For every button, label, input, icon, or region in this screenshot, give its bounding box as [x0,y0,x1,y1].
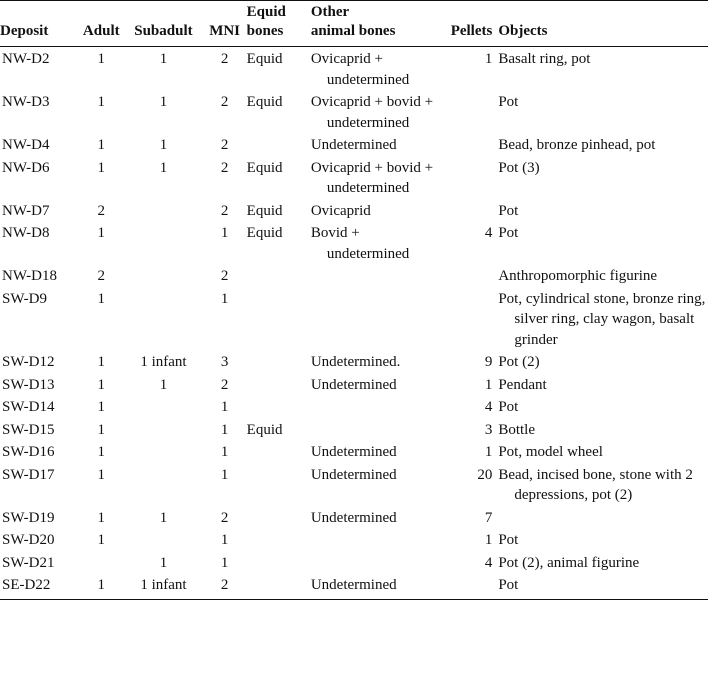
cell-pellets-text: 4 [484,225,493,241]
cell-adult-text: 1 [97,466,106,483]
cell-subadult-text: 1 [159,51,168,67]
cell-deposit-text: SW-D14 [2,399,55,415]
cell-other-animal-bones-text: Undetermined [310,376,397,393]
cell-subadult [122,418,204,441]
cell-mni [205,418,245,441]
cell-objects [498,133,708,156]
header-subadult: Subadult [122,1,204,47]
cell-other-animal-bones [311,551,438,574]
cell-adult [80,90,122,133]
cell-deposit [0,350,80,373]
cell-adult [80,287,122,351]
cell-adult [80,418,122,441]
cell-other-animal-bones [311,133,438,156]
cell-subadult-text: 1 [159,137,168,153]
cell-subadult-text: 1 [159,159,168,176]
cell-adult [80,395,122,418]
cell-other-animal-bones-text: Bovid + undetermined [310,225,410,262]
cell-objects-text: Pot [498,94,519,110]
table-row [0,440,708,463]
cell-mni [205,264,245,287]
cell-deposit-text: SW-D16 [2,444,55,460]
cell-equid-bones [245,199,311,222]
cell-objects [498,528,708,551]
cell-pellets [438,528,498,551]
cell-mni [205,373,245,396]
cell-adult-text: 2 [97,268,106,284]
cell-deposit-text: NW-D6 [2,159,50,176]
cell-equid-bones [245,90,311,133]
cell-adult-text: 1 [97,399,106,415]
cell-equid-bones [245,287,311,351]
cell-mni [205,133,245,156]
cell-subadult [122,395,204,418]
cell-mni-text: 2 [220,509,229,526]
cell-pellets [438,156,498,199]
cell-other-animal-bones [311,528,438,551]
cell-other-animal-bones-text: Ovicaprid + bovid + undetermined [310,159,434,196]
cell-mni [205,573,245,599]
cell-objects-text: Pot [498,225,519,241]
cell-equid-bones-text: Equid [246,159,283,176]
cell-pellets [438,418,498,441]
cell-pellets-text: 4 [484,554,493,571]
header-other-animal-bones [311,1,438,47]
cell-adult [80,573,122,599]
cell-pellets-text: 4 [484,399,493,415]
cell-equid-bones [245,47,311,91]
table-row [0,373,708,396]
cell-deposit-text: SE-D22 [2,577,51,593]
table-row [0,264,708,287]
cell-objects-text: Pot (2), animal figurine [498,554,640,571]
cell-objects [498,199,708,222]
cell-subadult [122,156,204,199]
cell-objects-text: Pot, model wheel [498,444,603,460]
cell-adult-text: 2 [97,202,106,219]
cell-objects [498,463,708,506]
cell-mni [205,156,245,199]
header-adult: Adult [80,1,122,47]
cell-objects-text: Anthropomorphic figurine [498,268,658,284]
cell-equid-bones [245,506,311,529]
cell-deposit [0,418,80,441]
cell-mni-text: 1 [220,290,229,307]
cell-other-animal-bones-text: Undetermined [310,577,397,593]
cell-subadult [122,573,204,599]
cell-adult-text: 1 [97,225,106,241]
cell-adult [80,199,122,222]
cell-deposit [0,264,80,287]
cell-mni-text: 1 [220,532,229,548]
cell-objects [498,350,708,373]
cell-deposit-text: NW-D18 [2,268,57,284]
cell-objects [498,90,708,133]
cell-other-animal-bones-text: Undetermined. [310,354,401,370]
cell-equid-bones [245,156,311,199]
cell-mni [205,199,245,222]
cell-equid-bones [245,373,311,396]
cell-objects [498,156,708,199]
cell-other-animal-bones [311,350,438,373]
cell-mni-text: 1 [220,421,229,438]
cell-objects-text: Bead, incised bone, stone with 2 depressions, pot (2) [498,466,693,503]
cell-adult-text: 1 [97,94,106,110]
cell-mni-text: 1 [220,399,229,415]
cell-adult [80,264,122,287]
cell-equid-bones [245,463,311,506]
cell-other-animal-bones [311,47,438,91]
cell-adult-text: 1 [97,290,106,307]
cell-adult [80,506,122,529]
cell-other-animal-bones [311,506,438,529]
cell-mni-text: 2 [220,202,229,219]
cell-objects [498,506,708,529]
cell-adult [80,47,122,91]
cell-mni-text: 2 [220,159,229,176]
cell-subadult-text: 1 infant [140,354,187,370]
cell-adult [80,373,122,396]
cell-deposit [0,528,80,551]
cell-other-animal-bones-text: Ovicaprid + undetermined [310,51,410,88]
cell-mni [205,395,245,418]
cell-deposit [0,395,80,418]
cell-objects [498,573,708,599]
cell-objects-text: Bead, bronze pinhead, pot [498,137,656,153]
cell-equid-bones-text: Equid [246,421,283,438]
cell-objects [498,221,708,264]
cell-pellets-text: 1 [484,532,493,548]
cell-other-animal-bones-text: Undetermined [310,137,397,153]
cell-deposit [0,90,80,133]
cell-pellets [438,133,498,156]
cell-objects [498,418,708,441]
cell-pellets [438,199,498,222]
cell-other-animal-bones [311,156,438,199]
cell-deposit-text: SW-D12 [2,354,55,370]
cell-mni-text: 1 [220,554,229,571]
cell-pellets [438,573,498,599]
cell-subadult [122,90,204,133]
table-row [0,463,708,506]
cell-other-animal-bones-text: Undetermined [310,509,397,526]
cell-pellets [438,506,498,529]
cell-pellets-text: 1 [484,51,493,67]
table-row [0,221,708,264]
header-equid-bones-line1: Equid [246,4,286,20]
cell-subadult [122,199,204,222]
cell-deposit [0,47,80,91]
cell-equid-bones [245,528,311,551]
cell-other-animal-bones-text: Ovicaprid [310,202,371,219]
cell-equid-bones-text: Equid [246,202,283,219]
cell-other-animal-bones [311,221,438,264]
cell-other-animal-bones-text: Undetermined [310,466,397,483]
cell-pellets [438,395,498,418]
cell-adult [80,221,122,264]
cell-mni-text: 2 [220,137,229,153]
cell-subadult-text: 1 infant [140,577,187,593]
cell-objects [498,264,708,287]
table-row [0,551,708,574]
cell-mni-text: 1 [220,466,229,483]
header-equid-bones-line2: bones [246,23,284,39]
cell-subadult-text: 1 [159,376,168,393]
cell-adult [80,463,122,506]
cell-deposit [0,463,80,506]
cell-deposit [0,287,80,351]
cell-subadult [122,47,204,91]
cell-objects [498,395,708,418]
header-objects: Objects [498,1,708,47]
cell-objects-text: Pot, cylindrical stone, bronze ring, silver ring, clay wagon, basalt grinder [498,290,706,348]
cell-adult [80,156,122,199]
cell-pellets-text: 1 [484,376,493,393]
cell-mni-text: 2 [220,268,229,284]
cell-adult-text: 1 [97,444,106,460]
cell-pellets [438,463,498,506]
cell-subadult [122,373,204,396]
cell-deposit [0,506,80,529]
cell-mni [205,350,245,373]
cell-objects [498,373,708,396]
cell-deposit-text: SW-D13 [2,376,55,393]
cell-mni-text: 3 [220,354,229,370]
cell-mni-text: 2 [220,376,229,393]
cell-equid-bones [245,551,311,574]
cell-adult-text: 1 [97,159,106,176]
cell-subadult [122,350,204,373]
cell-deposit [0,440,80,463]
cell-objects-text: Pendant [498,376,547,393]
table-row [0,418,708,441]
table-body [0,47,708,600]
header-equid-bones [245,1,311,47]
cell-adult-text: 1 [97,577,106,593]
cell-adult [80,133,122,156]
cell-equid-bones [245,573,311,599]
table-row [0,199,708,222]
cell-objects [498,551,708,574]
cell-equid-bones [245,350,311,373]
cell-deposit-text: SW-D19 [2,509,55,526]
cell-pellets [438,47,498,91]
cell-pellets [438,264,498,287]
cell-other-animal-bones [311,199,438,222]
cell-deposit-text: NW-D7 [2,202,50,219]
cell-adult-text: 1 [97,509,106,526]
cell-deposit [0,133,80,156]
cell-objects-text: Pot [498,202,519,219]
table-row [0,156,708,199]
cell-mni-text: 2 [220,94,229,110]
cell-subadult [122,440,204,463]
cell-objects-text: Pot [498,577,519,593]
cell-other-animal-bones-text: Ovicaprid + bovid + undetermined [310,94,434,131]
cell-other-animal-bones [311,395,438,418]
cell-deposit-text: SW-D21 [2,554,55,571]
cell-objects-text: Pot [498,399,519,415]
cell-objects-text: Pot [498,532,519,548]
cell-mni [205,528,245,551]
cell-other-animal-bones [311,287,438,351]
cell-mni-text: 1 [220,225,229,241]
cell-objects-text: Pot (2) [498,354,540,370]
cell-deposit-text: NW-D4 [2,137,50,153]
cell-subadult [122,551,204,574]
header-other-bones-line2: animal bones [310,23,396,39]
cell-pellets [438,350,498,373]
cell-deposit-text: NW-D2 [2,51,50,67]
cell-objects [498,287,708,351]
cell-objects-text: Bottle [498,421,536,438]
cell-other-animal-bones [311,90,438,133]
table-row [0,573,708,599]
cell-deposit [0,199,80,222]
cell-deposit-text: SW-D15 [2,421,55,438]
cell-subadult [122,528,204,551]
cell-other-animal-bones [311,440,438,463]
cell-objects [498,440,708,463]
cell-subadult [122,264,204,287]
cell-mni-text: 2 [220,51,229,67]
table-row [0,90,708,133]
cell-deposit [0,551,80,574]
cell-mni [205,287,245,351]
cell-deposit-text: SW-D9 [2,290,47,307]
cell-other-animal-bones [311,418,438,441]
cell-pellets-text: 9 [484,354,493,370]
cell-adult-text: 1 [97,532,106,548]
cell-equid-bones [245,133,311,156]
cell-equid-bones [245,395,311,418]
cell-deposit [0,221,80,264]
cell-pellets-text: 7 [484,509,493,526]
cell-pellets [438,440,498,463]
cell-adult [80,350,122,373]
table-row [0,350,708,373]
header-other-bones-line1: Other [310,4,350,20]
cell-pellets-text: 20 [477,466,493,483]
cell-adult-text: 1 [97,376,106,393]
cell-equid-bones [245,418,311,441]
cell-other-animal-bones-text: Undetermined [310,444,397,460]
table-row [0,287,708,351]
cell-pellets-text: 1 [484,444,493,460]
cell-pellets [438,90,498,133]
cell-adult [80,440,122,463]
cell-mni [205,506,245,529]
cell-mni-text: 2 [220,577,229,593]
cell-mni [205,90,245,133]
cell-mni [205,440,245,463]
cell-equid-bones [245,440,311,463]
cell-mni-text: 1 [220,444,229,460]
table-row [0,395,708,418]
cell-mni [205,47,245,91]
cell-subadult-text: 1 [159,94,168,110]
cell-pellets-text: 3 [484,421,493,438]
cell-deposit-text: SW-D17 [2,466,55,483]
cell-deposit [0,573,80,599]
cell-equid-bones-text: Equid [246,94,283,110]
cell-deposit [0,373,80,396]
cell-subadult-text: 1 [159,509,168,526]
table-row [0,528,708,551]
cell-mni [205,221,245,264]
cell-adult-text: 1 [97,421,106,438]
cell-subadult [122,221,204,264]
cell-subadult-text: 1 [159,554,168,571]
table-row [0,506,708,529]
cell-pellets [438,221,498,264]
table-header-row [0,1,708,47]
cell-equid-bones [245,264,311,287]
cell-adult [80,551,122,574]
cell-deposit-text: NW-D8 [2,225,50,241]
cell-mni [205,463,245,506]
cell-pellets [438,551,498,574]
cell-objects [498,47,708,91]
cell-other-animal-bones [311,573,438,599]
cell-pellets [438,287,498,351]
cell-adult [80,528,122,551]
cell-other-animal-bones [311,463,438,506]
cell-deposit-text: NW-D3 [2,94,50,110]
table-row [0,47,708,91]
cell-adult-text: 1 [97,51,106,67]
cell-subadult [122,133,204,156]
cell-subadult [122,506,204,529]
table-row [0,133,708,156]
cell-objects-text: Basalt ring, pot [498,51,591,67]
cell-objects-text: Pot (3) [498,159,540,176]
header-deposit: Deposit [0,1,80,47]
cell-equid-bones [245,221,311,264]
cell-other-animal-bones [311,264,438,287]
cell-adult-text: 1 [97,137,106,153]
header-pellets: Pellets [438,1,498,47]
header-mni: MNI [205,1,245,47]
cell-pellets [438,373,498,396]
cell-equid-bones-text: Equid [246,51,283,67]
cell-mni [205,551,245,574]
cell-deposit [0,156,80,199]
cell-subadult [122,463,204,506]
cell-subadult [122,287,204,351]
cell-deposit-text: SW-D20 [2,532,55,548]
cell-adult-text: 1 [97,354,106,370]
cell-other-animal-bones [311,373,438,396]
cell-equid-bones-text: Equid [246,225,283,241]
